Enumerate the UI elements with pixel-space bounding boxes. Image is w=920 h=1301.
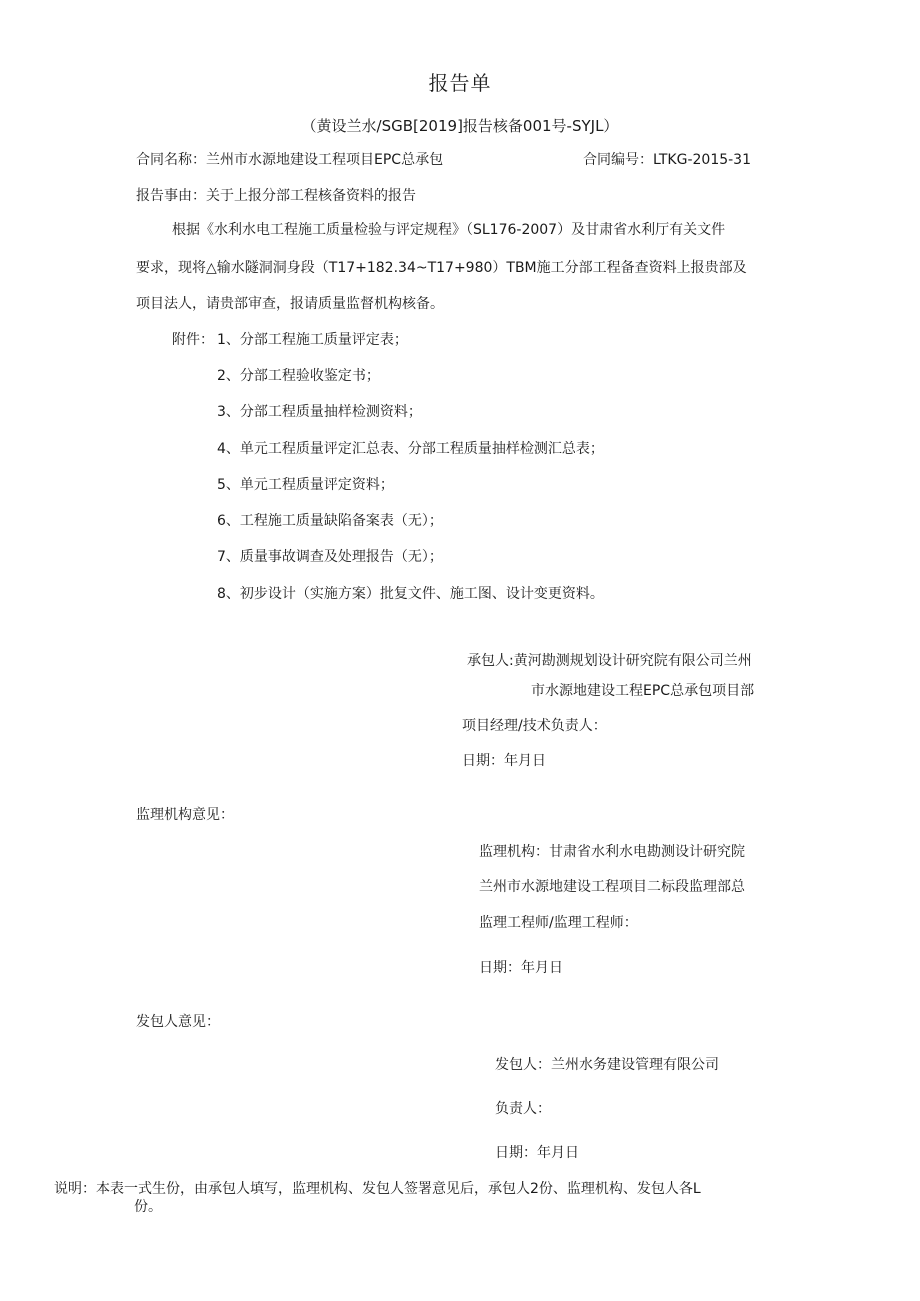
contract-name-value: 兰州市水源地建设工程项目EPC总承包 — [206, 152, 444, 168]
employer-name: 发包人：兰州水务建设管理有限公司 — [495, 1057, 719, 1073]
attachment-item: 4、单元工程质量评定汇总表、分部工程质量抽样检测汇总表； — [217, 441, 604, 457]
attachment-item: 5、单元工程质量评定资料； — [217, 477, 394, 493]
supervisor-opinion-label: 监理机构意见： — [136, 807, 234, 823]
supervisor-org-line-2: 兰州市水源地建设工程项目二标段监理部总 — [479, 879, 745, 895]
contract-number — [583, 150, 751, 170]
contractor-line-1: 承包人:黄河勘测规划设计研究院有限公司兰州 — [467, 653, 752, 669]
employer-opinion-label: 发包人意见： — [136, 1014, 220, 1030]
contract-number-value: LTKG-2015-31 — [653, 152, 751, 168]
supervisor-org-line-1: 监理机构：甘肃省水利水电勘测设计研究院 — [479, 844, 745, 860]
attachment-item: 3、分部工程质量抽样检测资料； — [217, 404, 422, 420]
attachment-item: 1、分部工程施工质量评定表； — [217, 332, 408, 348]
attachment-item: 8、初步设计（实施方案）批复文件、施工图、设计变更资料。 — [217, 586, 604, 602]
footnote — [54, 1180, 701, 1216]
employer-date: 日期：年月日 — [495, 1145, 579, 1161]
body-line-3: 项目法人，请贵部审查，报请质量监督机构核备。 — [136, 296, 444, 312]
footnote-line-2: 份。 — [134, 1199, 162, 1215]
report-subject-value: 关于上报分部工程核备资料的报告 — [206, 188, 416, 204]
report-reference-number: （黄设兰水/SGB[2019]报告核备001号-SYJL） — [301, 117, 619, 135]
contract-name-label: 合同名称： — [136, 152, 206, 168]
attachments-label: 附件： — [172, 332, 214, 348]
contractor-date: 日期：年月日 — [462, 753, 546, 769]
body-line-2: 要求，现将△输水隧洞洞身段（T17+182.34~T17+980）TBM施工分部工程备查资料上报贵部及 — [136, 260, 747, 276]
body-line-1: 根据《水利水电工程施工质量检验与评定规程》（SL176-2007）及甘肃省水利厅有关文件 — [172, 222, 726, 238]
attachment-item: 6、工程施工质量缺陷备案表（无）； — [217, 513, 443, 529]
contractor-manager: 项目经理/技术负责人： — [462, 718, 607, 734]
footnote-line-1: 说明：本表一式生份，由承包人填写，监理机构、发包人签署意见后，承包人2份、监理机构、发包人各L — [54, 1181, 701, 1197]
report-subject — [136, 186, 416, 206]
page-title: 报告单 — [428, 71, 492, 95]
employer-responsible: 负责人： — [495, 1101, 551, 1117]
contractor-line-2: 市水源地建设工程EPC总承包项目部 — [531, 683, 755, 699]
supervisor-date: 日期：年月日 — [479, 960, 563, 976]
attachment-item: 2、分部工程验收鉴定书； — [217, 368, 380, 384]
contract-number-label: 合同编号： — [583, 152, 653, 168]
report-subject-label: 报告事由： — [136, 188, 206, 204]
supervisor-engineer: 监理工程师/监理工程师： — [479, 915, 638, 931]
attachment-item: 7、质量事故调查及处理报告（无）； — [217, 549, 443, 565]
contract-name — [136, 150, 443, 170]
